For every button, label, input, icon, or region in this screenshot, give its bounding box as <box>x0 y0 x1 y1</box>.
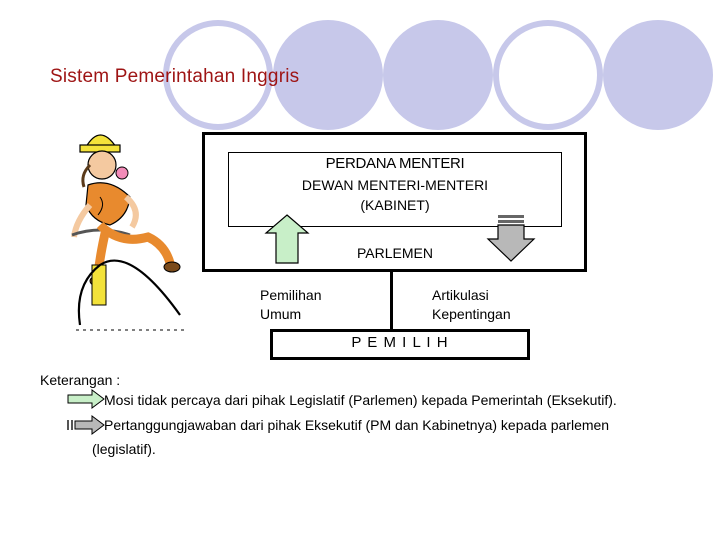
page-title: Sistem Pemerintahan Inggris <box>50 66 300 87</box>
cyclist-illustration <box>70 125 190 335</box>
down-arrow-icon <box>486 213 536 263</box>
election-label-2: Umum <box>260 306 302 322</box>
green-arrow-legend-icon <box>66 389 106 409</box>
decor-circle-4 <box>493 20 603 130</box>
articulation-label-1: Artikulasi <box>432 287 489 303</box>
cabinet-label: (KABINET) <box>360 197 430 213</box>
cabinet-subtitle: DEWAN MENTERI-MENTERI <box>301 177 489 193</box>
legend-heading: Keterangan : <box>40 372 121 388</box>
legend-item-2: Pertanggungjawaban dari pihak Eksekutif (PM dan Kabinetnya) kepada parlemen <box>104 417 610 433</box>
grey-arrow-legend-icon <box>66 415 106 435</box>
connector-line <box>390 272 393 330</box>
parliament-label: PARLEMEN <box>357 245 433 261</box>
election-label-1: Pemilihan <box>260 287 322 303</box>
voters-label: P E M I L I H <box>351 334 449 351</box>
up-arrow-icon <box>264 213 310 265</box>
decor-circle-5 <box>603 20 713 130</box>
legend-item-2-continued: (legislatif). <box>92 441 156 457</box>
cabinet-title: PERDANA MENTERI <box>325 155 465 172</box>
legend-item-1: Mosi tidak percaya dari pihak Legislatif (Parlemen) kepada Pemerintah (Eksekutif). <box>104 392 617 408</box>
decor-circle-3 <box>383 20 493 130</box>
articulation-label-2: Kepentingan <box>432 306 511 322</box>
